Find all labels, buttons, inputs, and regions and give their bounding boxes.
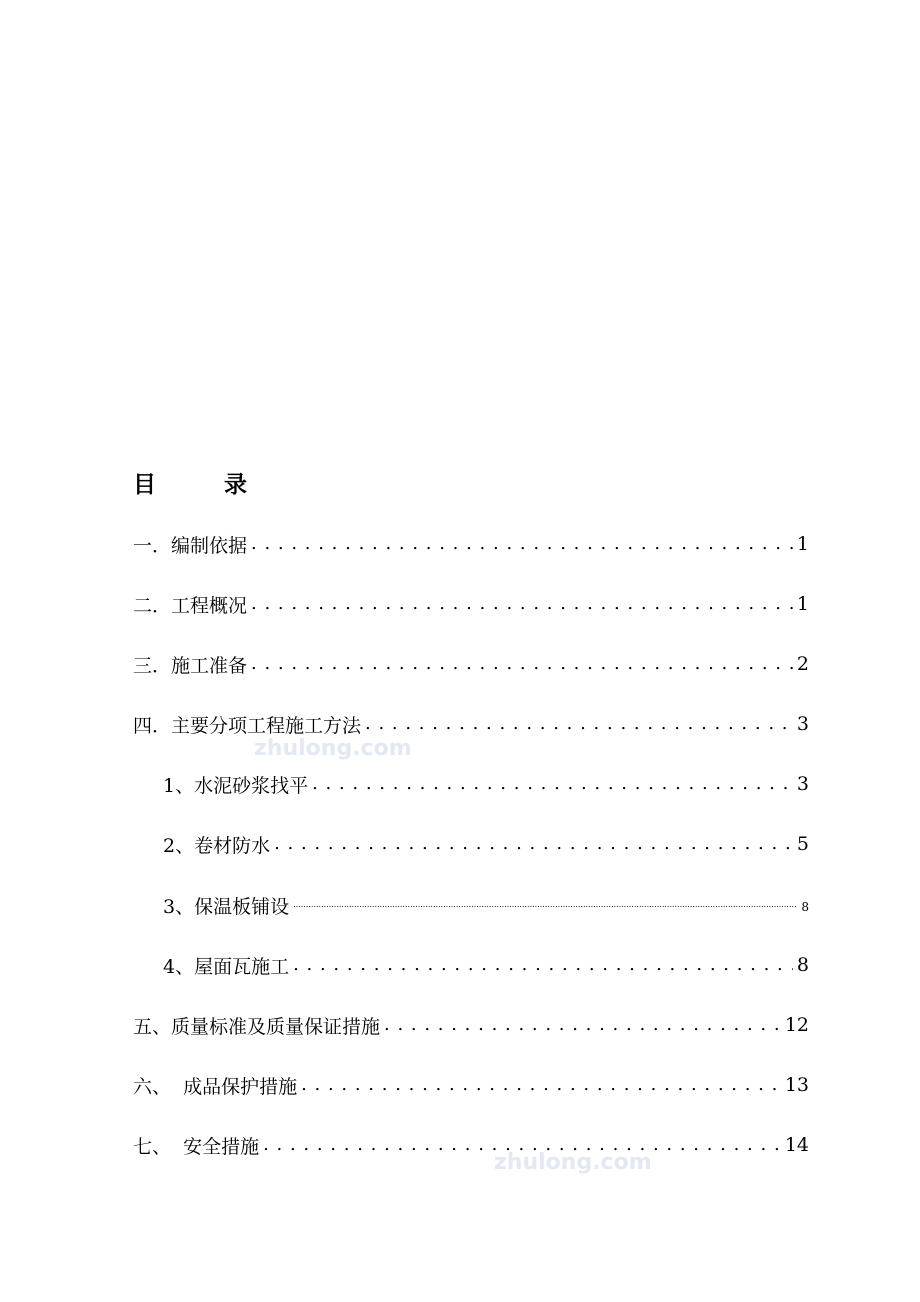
toc-entry-label: 六、 成品保护措施 — [133, 1075, 298, 1098]
toc-entry-page: 5 — [796, 833, 809, 855]
dot-leader — [274, 829, 793, 859]
toc-entry-page: 8 — [801, 900, 809, 914]
toc-subentry[interactable] — [163, 769, 809, 799]
dot-leader — [293, 885, 797, 925]
toc-entry[interactable] — [133, 709, 809, 739]
toc-entry-page: 1 — [796, 593, 809, 615]
toc-entry-page: 1 — [796, 533, 809, 555]
dot-leader — [365, 709, 793, 739]
dot-leader — [301, 1070, 781, 1100]
toc-entry-label: 一．编制依据 — [133, 534, 248, 557]
dot-leader — [251, 589, 793, 619]
toc-entry-page: 14 — [784, 1134, 809, 1156]
toc-entry-label: 2、卷材防水 — [163, 834, 271, 857]
toc-title: 目 录 — [133, 471, 278, 498]
toc-entry-page: 12 — [784, 1014, 809, 1036]
toc-subentry[interactable] — [163, 890, 809, 920]
dot-leader — [312, 769, 793, 799]
toc-entry-page: 13 — [784, 1074, 809, 1096]
toc-entry-page: 3 — [796, 713, 809, 735]
toc-entry-label: 3、保温板铺设 — [163, 895, 290, 918]
dot-leader — [251, 649, 793, 679]
toc-entry[interactable] — [133, 589, 809, 619]
toc-entry-page: 3 — [796, 773, 809, 795]
watermark: zhulong.com — [494, 1150, 652, 1175]
toc-entry-label: 二．工程概况 — [133, 594, 248, 617]
toc-entry-label: 三．施工准备 — [133, 654, 248, 677]
toc-subentry[interactable] — [163, 829, 809, 859]
toc-entry-label: 五、质量标准及质量保证措施 — [133, 1015, 381, 1038]
toc-entry[interactable] — [133, 1070, 809, 1100]
watermark: zhulong.com — [254, 736, 412, 761]
toc-entry-label: 四．主要分项工程施工方法 — [133, 714, 362, 737]
toc-entry-label: 4、屋面瓦施工 — [163, 955, 290, 978]
toc-entry-page: 8 — [796, 954, 809, 976]
toc-subentry[interactable] — [163, 950, 809, 980]
toc-entry-label: 1、水泥砂浆找平 — [163, 774, 309, 797]
toc-entry[interactable] — [133, 1130, 809, 1160]
toc-entry-label: 七、 安全措施 — [133, 1135, 260, 1158]
dot-leader — [293, 950, 793, 980]
dot-leader — [384, 1010, 781, 1040]
toc-entry-page: 2 — [796, 653, 809, 675]
toc-entry[interactable] — [133, 1010, 809, 1040]
dot-leader — [251, 529, 793, 559]
toc-entry[interactable] — [133, 649, 809, 679]
toc-entry[interactable] — [133, 529, 809, 559]
